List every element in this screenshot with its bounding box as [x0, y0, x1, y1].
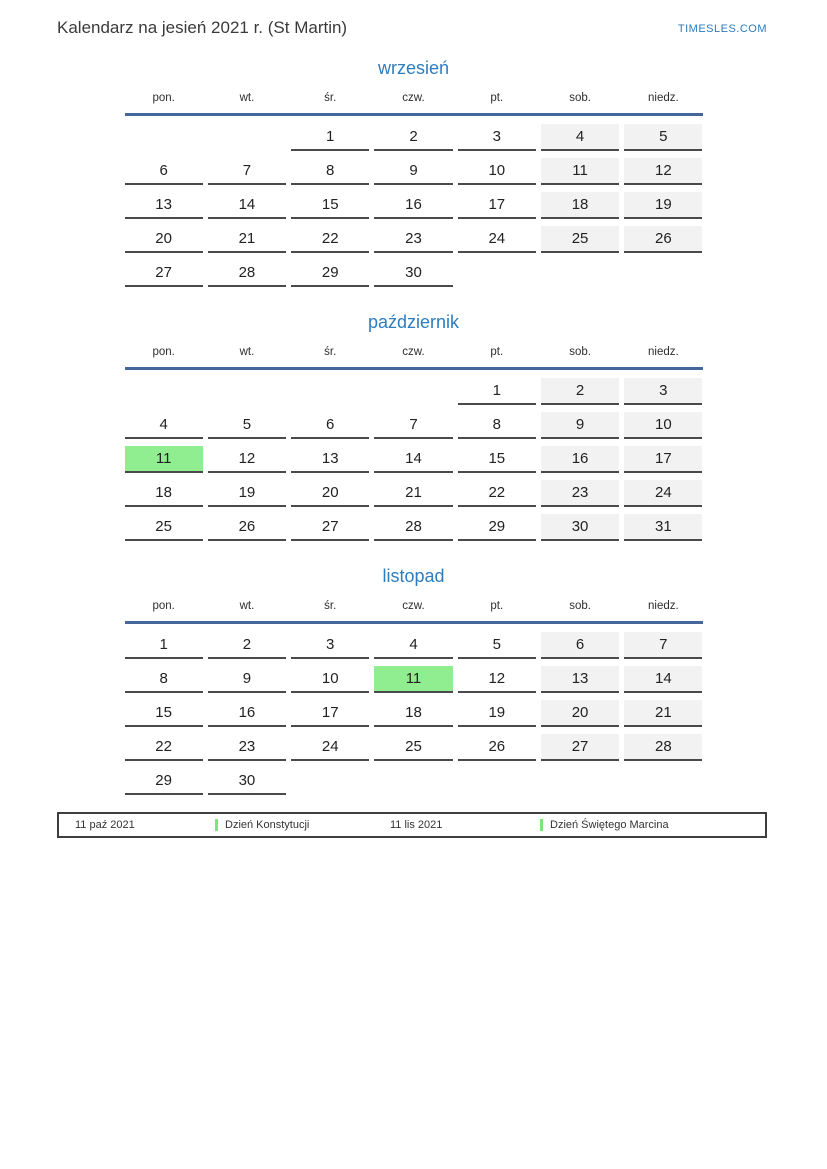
day-cell-19: 19	[458, 700, 536, 727]
day-cell-15: 15	[458, 446, 536, 473]
day-cell-23: 23	[208, 734, 286, 761]
week-row	[125, 226, 703, 253]
day-cell-19: 19	[208, 480, 286, 507]
day-cell-7: 7	[374, 412, 452, 439]
week-row	[125, 480, 703, 507]
weekday-label: pt.	[490, 346, 504, 358]
weekday-header-row	[125, 92, 703, 113]
empty-cell	[291, 768, 369, 795]
day-cell-6: 6	[541, 632, 619, 659]
day-cell-13: 13	[541, 666, 619, 693]
weekday-label: wt.	[239, 346, 255, 358]
weekday-label: sob.	[569, 600, 591, 612]
page-title: Kalendarz na jesień 2021 r. (St Martin)	[57, 18, 348, 37]
calendar-grid	[125, 378, 703, 541]
day-cell-27: 27	[291, 514, 369, 541]
header-separator-line	[125, 621, 703, 624]
day-cell-4: 4	[125, 412, 203, 439]
day-cell-9: 9	[374, 158, 452, 185]
day-cell-2: 2	[541, 378, 619, 405]
day-cell-29: 29	[125, 768, 203, 795]
weekday-header-row	[125, 346, 703, 367]
day-cell-20: 20	[125, 226, 203, 253]
day-cell-5: 5	[624, 124, 702, 151]
empty-cell	[125, 124, 203, 151]
day-cell-28: 28	[208, 260, 286, 287]
day-cell-15: 15	[125, 700, 203, 727]
day-cell-21: 21	[374, 480, 452, 507]
day-cell-25: 25	[374, 734, 452, 761]
legend-label: Dzień Konstytucji	[225, 819, 310, 831]
months	[125, 58, 703, 795]
day-cell-4: 4	[374, 632, 452, 659]
day-cell-8: 8	[291, 158, 369, 185]
day-cell-28: 28	[374, 514, 452, 541]
legend-label: Dzień Świętego Marcina	[550, 819, 669, 831]
day-cell-30: 30	[374, 260, 452, 287]
week-row	[125, 260, 703, 287]
weekday-label: pt.	[490, 92, 504, 104]
day-cell-20: 20	[541, 700, 619, 727]
weekday-label: śr.	[324, 92, 337, 104]
empty-cell	[374, 768, 452, 795]
day-cell-19: 19	[624, 192, 702, 219]
weekday-label: pon.	[152, 92, 175, 104]
weekday-label: śr.	[324, 600, 337, 612]
day-cell-9: 9	[208, 666, 286, 693]
day-cell-18: 18	[541, 192, 619, 219]
day-cell-29: 29	[291, 260, 369, 287]
day-cell-25: 25	[125, 514, 203, 541]
day-cell-2: 2	[374, 124, 452, 151]
weekday-label: niedz.	[648, 600, 679, 612]
weekday-label: wt.	[239, 600, 255, 612]
day-cell-16: 16	[541, 446, 619, 473]
day-cell-26: 26	[208, 514, 286, 541]
day-cell-17: 17	[624, 446, 702, 473]
day-cell-24: 24	[458, 226, 536, 253]
day-cell-15: 15	[291, 192, 369, 219]
day-cell-10: 10	[458, 158, 536, 185]
day-cell-12: 12	[208, 446, 286, 473]
day-cell-13: 13	[125, 192, 203, 219]
day-cell-27: 27	[125, 260, 203, 287]
day-cell-1: 1	[458, 378, 536, 405]
day-cell-14: 14	[374, 446, 452, 473]
day-cell-11: 11	[125, 446, 203, 473]
day-cell-17: 17	[291, 700, 369, 727]
site-link[interactable]: TIMESLES.COM	[677, 23, 767, 35]
day-cell-9: 9	[541, 412, 619, 439]
day-cell-20: 20	[291, 480, 369, 507]
empty-cell	[541, 768, 619, 795]
day-cell-5: 5	[458, 632, 536, 659]
day-cell-23: 23	[541, 480, 619, 507]
month-title: wrzesień	[377, 58, 450, 78]
day-cell-25: 25	[541, 226, 619, 253]
legend-date: 11 paź 2021	[75, 819, 135, 831]
month-section-1	[125, 312, 703, 541]
weekday-label: sob.	[569, 92, 591, 104]
day-cell-3: 3	[291, 632, 369, 659]
day-cell-1: 1	[125, 632, 203, 659]
week-row	[125, 192, 703, 219]
legend-item	[215, 819, 309, 831]
day-cell-8: 8	[125, 666, 203, 693]
month-section-0	[125, 58, 703, 287]
day-cell-23: 23	[374, 226, 452, 253]
calendar-grid	[125, 632, 703, 795]
week-row	[125, 666, 703, 693]
day-cell-21: 21	[208, 226, 286, 253]
week-row	[125, 158, 703, 185]
week-row	[125, 378, 703, 405]
day-cell-2: 2	[208, 632, 286, 659]
day-cell-13: 13	[291, 446, 369, 473]
empty-cell	[374, 378, 452, 405]
weekday-header-row	[125, 600, 703, 621]
week-row	[125, 700, 703, 727]
day-cell-12: 12	[624, 158, 702, 185]
weekday-label: śr.	[324, 346, 337, 358]
day-cell-27: 27	[541, 734, 619, 761]
legend-date: 11 lis 2021	[390, 819, 443, 831]
day-cell-3: 3	[624, 378, 702, 405]
week-row	[125, 446, 703, 473]
week-row	[125, 412, 703, 439]
calendar-grid	[125, 124, 703, 287]
header-separator-line	[125, 113, 703, 116]
day-cell-17: 17	[458, 192, 536, 219]
month-title: październik	[367, 312, 460, 332]
legend-box	[57, 812, 767, 838]
day-cell-8: 8	[458, 412, 536, 439]
empty-cell	[125, 378, 203, 405]
day-cell-3: 3	[458, 124, 536, 151]
week-row	[125, 124, 703, 151]
day-cell-31: 31	[624, 514, 702, 541]
weekday-label: sob.	[569, 346, 591, 358]
empty-cell	[291, 378, 369, 405]
week-row	[125, 768, 703, 795]
weekday-label: pt.	[490, 600, 504, 612]
empty-cell	[208, 378, 286, 405]
weekday-label: czw.	[402, 346, 425, 358]
day-cell-24: 24	[624, 480, 702, 507]
day-cell-7: 7	[208, 158, 286, 185]
day-cell-14: 14	[208, 192, 286, 219]
empty-cell	[624, 260, 702, 287]
day-cell-16: 16	[374, 192, 452, 219]
page-header	[0, 0, 827, 38]
day-cell-6: 6	[291, 412, 369, 439]
day-cell-18: 18	[125, 480, 203, 507]
day-cell-18: 18	[374, 700, 452, 727]
day-cell-24: 24	[291, 734, 369, 761]
day-cell-30: 30	[208, 768, 286, 795]
month-title: listopad	[382, 566, 445, 586]
day-cell-7: 7	[624, 632, 702, 659]
weekday-label: wt.	[239, 92, 255, 104]
weekday-label: pon.	[152, 346, 175, 358]
day-cell-12: 12	[458, 666, 536, 693]
empty-cell	[624, 768, 702, 795]
holiday-marker-icon	[215, 819, 218, 831]
legend-item	[540, 819, 669, 831]
week-row	[125, 734, 703, 761]
day-cell-29: 29	[458, 514, 536, 541]
weekday-label: pon.	[152, 600, 175, 612]
day-cell-22: 22	[291, 226, 369, 253]
day-cell-6: 6	[125, 158, 203, 185]
day-cell-26: 26	[458, 734, 536, 761]
day-cell-14: 14	[624, 666, 702, 693]
day-cell-10: 10	[291, 666, 369, 693]
weekday-label: niedz.	[648, 346, 679, 358]
empty-cell	[458, 768, 536, 795]
weekday-label: niedz.	[648, 92, 679, 104]
empty-cell	[208, 124, 286, 151]
holiday-marker-icon	[540, 819, 543, 831]
day-cell-5: 5	[208, 412, 286, 439]
day-cell-11: 11	[374, 666, 452, 693]
day-cell-4: 4	[541, 124, 619, 151]
header-separator-line	[125, 367, 703, 370]
day-cell-28: 28	[624, 734, 702, 761]
day-cell-11: 11	[541, 158, 619, 185]
weekday-label: czw.	[402, 92, 425, 104]
day-cell-22: 22	[458, 480, 536, 507]
week-row	[125, 514, 703, 541]
day-cell-1: 1	[291, 124, 369, 151]
day-cell-22: 22	[125, 734, 203, 761]
weekday-label: czw.	[402, 600, 425, 612]
month-section-2	[125, 566, 703, 795]
day-cell-26: 26	[624, 226, 702, 253]
week-row	[125, 632, 703, 659]
day-cell-21: 21	[624, 700, 702, 727]
empty-cell	[458, 260, 536, 287]
day-cell-30: 30	[541, 514, 619, 541]
day-cell-16: 16	[208, 700, 286, 727]
day-cell-10: 10	[624, 412, 702, 439]
empty-cell	[541, 260, 619, 287]
